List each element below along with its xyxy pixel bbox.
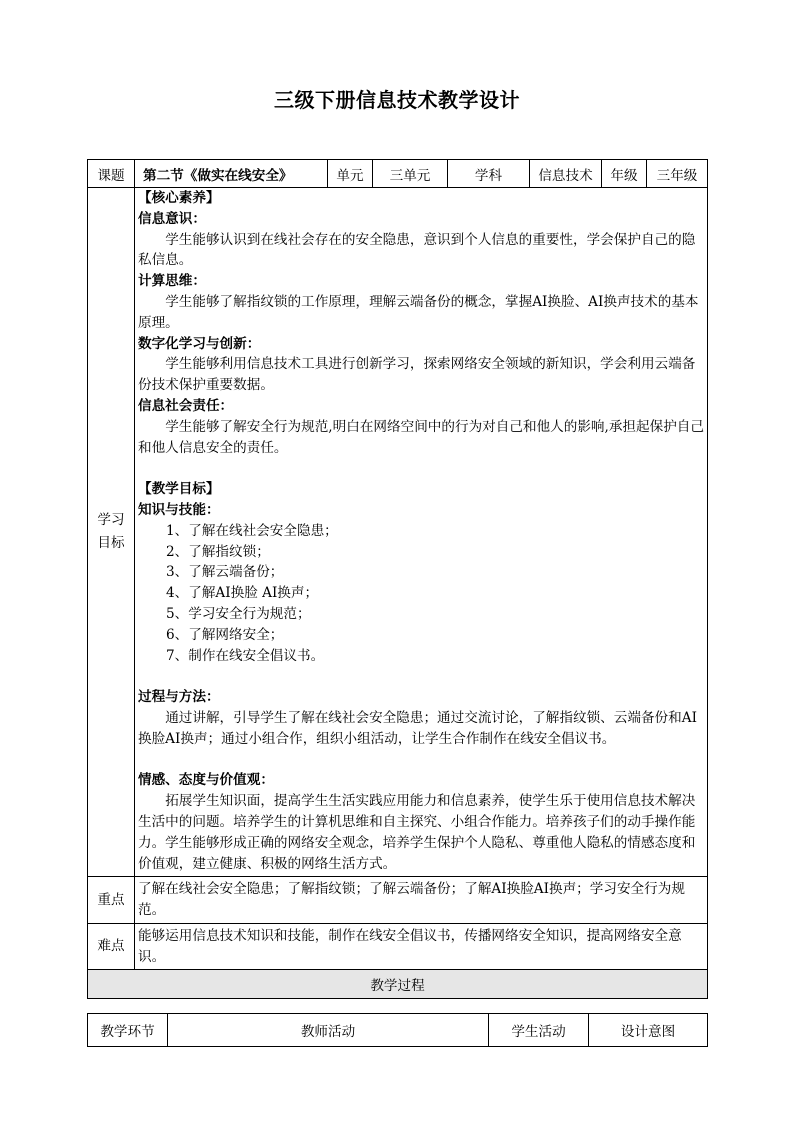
key-points-text: 了解在线社会安全隐患；了解指纹锁；了解云端备份；了解AI换脸AI换声；学习安全行为规范。 (135, 877, 708, 924)
key-points-label: 重点 (88, 877, 135, 924)
key-points-row (88, 877, 708, 924)
col-teacher: 教师活动 (168, 1014, 489, 1047)
col-stage: 教学环节 (88, 1014, 168, 1047)
goals-label (88, 188, 135, 877)
teaching-goals-heading: 【教学目标】 (138, 481, 220, 498)
teaching-process-heading: 教学过程 (88, 970, 708, 999)
subject-value: 信息技术 (530, 160, 602, 188)
knowledge-item: 7、制作在线安全倡议书。 (166, 647, 325, 664)
lesson-label: 课题 (88, 160, 135, 188)
lesson-plan-table (87, 159, 708, 999)
computational-title: 计算思维： (138, 273, 206, 290)
col-intent: 设计意图 (589, 1014, 708, 1047)
grade-label: 年级 (602, 160, 647, 188)
goals-label-line1: 学习 (97, 512, 125, 529)
unit-label: 单元 (328, 160, 373, 188)
goals-row (88, 188, 708, 877)
core-literacy-heading: 【核心素养】 (138, 190, 220, 206)
unit-value: 三单元 (373, 160, 448, 188)
knowledge-item: 3、了解云端备份； (166, 564, 284, 581)
page-title: 三级下册信息技术教学设计 (274, 88, 520, 112)
social-title: 信息社会责任： (138, 397, 234, 414)
emotion-title: 情感、态度与价值观： (138, 772, 274, 789)
goals-label-line2: 目标 (97, 535, 125, 552)
grade-value: 三年级 (647, 160, 708, 188)
difficulties-label: 难点 (88, 923, 135, 970)
knowledge-item: 1、了解在线社会安全隐患； (166, 522, 338, 539)
social-text: 学生能够了解安全行为规范,明白在网络空间中的行为对自己和他人的影响,承担起保护自己和他人信息安全的责任。 (138, 418, 704, 456)
teaching-process-row (88, 970, 708, 999)
process-columns-row (88, 1014, 708, 1047)
computational-text: 学生能够了解指纹锁的工作原理，理解云端备份的概念，掌握AI换脸、AI换声技术的基本原理。 (138, 293, 699, 331)
difficulties-text: 能够运用信息技术知识和技能，制作在线安全倡议书，传播网络安全知识，提高网络安全意识。 (135, 923, 708, 970)
process-columns-table (87, 1013, 708, 1047)
knowledge-item: 4、了解AI换脸 AI换声； (166, 585, 319, 602)
info-awareness-text: 学生能够认识到在线社会存在的安全隐患，意识到个人信息的重要性，学会保护自己的隐私信息。 (138, 231, 696, 269)
header-row (88, 160, 708, 188)
process-method-text: 通过讲解，引导学生了解在线社会安全隐患；通过交流讨论，了解指纹锁、云端备份和AI换脸AI换声；通过小组合作，组织小组活动，让学生合作制作在线安全倡议书。 (138, 709, 697, 747)
digital-text: 学生能够利用信息技术工具进行创新学习，探索网络安全领域的新知识，学会利用云端备份技术保护重要数据。 (138, 356, 696, 394)
digital-title: 数字化学习与创新： (138, 335, 261, 352)
lesson-value: 第二节《做实在线安全》 (135, 160, 328, 188)
emotion-text: 拓展学生知识面，提高学生生活实践应用能力和信息素养，使学生乐于使用信息技术解决生活中的问题。培养学生的计算机思维和自主探究、小组合作能力。培养孩子们的动手操作能力。学生能够形成正确的网络安全观念，培养学生保护个人隐私、尊重他人隐私的情感态度和价值观，建立健康、积极的网络生活方式。 (138, 793, 696, 872)
knowledge-item: 6、了解网络安全； (166, 626, 284, 643)
goals-content (135, 188, 708, 877)
knowledge-title: 知识与技能： (138, 501, 220, 518)
knowledge-item: 2、了解指纹锁； (166, 543, 270, 560)
info-awareness-title: 信息意识： (138, 210, 206, 227)
knowledge-item: 5、学习安全行为规范； (166, 605, 311, 622)
subject-label: 学科 (448, 160, 530, 188)
process-method-title: 过程与方法： (138, 689, 220, 706)
col-student: 学生活动 (489, 1014, 589, 1047)
difficulties-row (88, 923, 708, 970)
